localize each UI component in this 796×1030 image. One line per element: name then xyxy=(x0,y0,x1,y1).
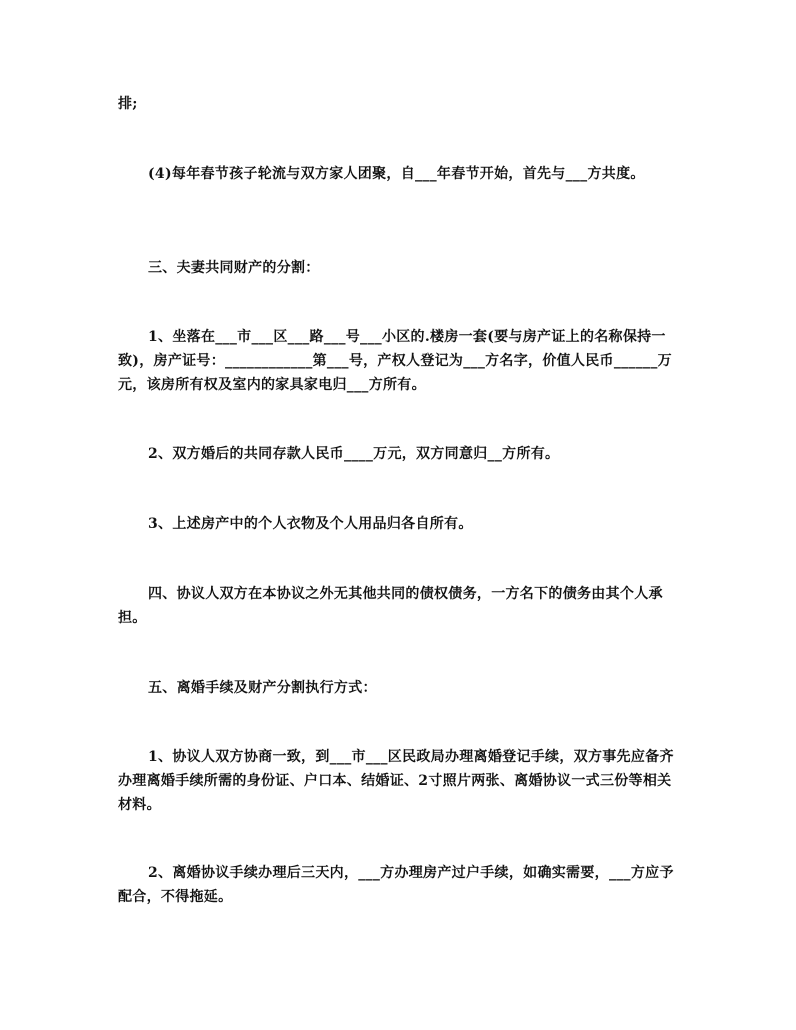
paragraph-spring-festival: (4)每年春节孩子轮流与双方家人团聚，自___年春节开始，首先与___方共度。 xyxy=(148,166,645,182)
paragraph-house: 1、坐落在___市___区___路___号___小区的.楼房一套(要与房产证上的名称保持一致)，房产证号：____________第___号，产权人登记为___方名字，价值人民币______万元，该房所有权及室内的家具家电归___方所有。 xyxy=(118,329,672,393)
paragraph-registration: 1、协议人双方协商一致，到___市___区民政局办理离婚登记手续，双方事先应备齐办理离婚手续所需的身份证、户口本、结婚证、2寸照片两张、离婚协议一式三份等相关材料。 xyxy=(118,749,674,813)
paragraph-personal-items: 3、上述房产中的个人衣物及个人用品归各自所有。 xyxy=(148,516,473,532)
section-heading-debts: 四、协议人双方在本协议之外无其他共同的债权债务，一方名下的债务由其个人承担。 xyxy=(118,586,663,626)
section-heading-property-division: 三、夫妻共同财产的分割： xyxy=(148,260,320,276)
paragraph-continuation: 排; xyxy=(118,96,138,112)
section-heading-procedures: 五、离婚手续及财产分割执行方式： xyxy=(148,680,377,696)
paragraph-transfer: 2、离婚协议手续办理后三天内，___方办理房产过户手续，如确实需要，___方应予配合，不得拖延。 xyxy=(118,865,674,905)
paragraph-savings: 2、双方婚后的共同存款人民币____万元，双方同意归__方所有。 xyxy=(148,446,560,462)
